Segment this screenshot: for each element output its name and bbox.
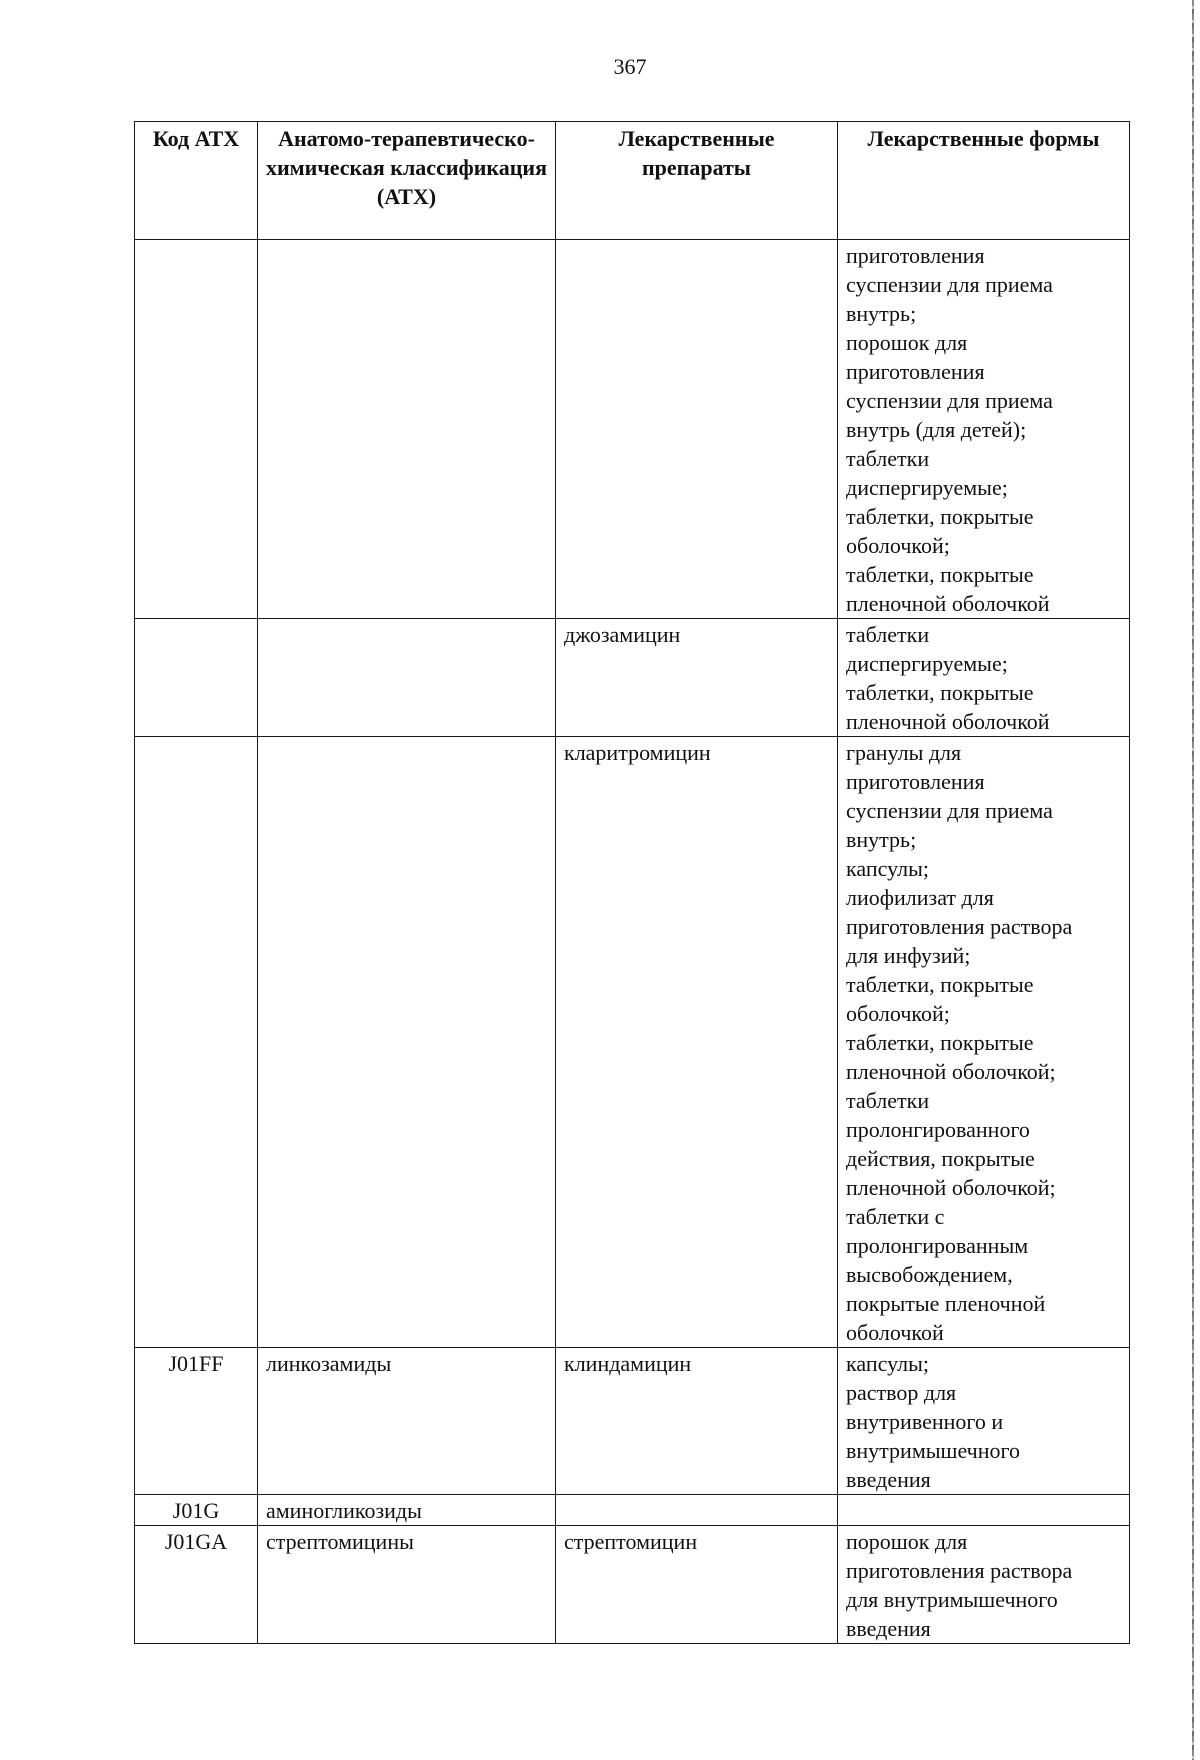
dosage-form-line: оболочкой [846, 1320, 944, 1345]
dosage-form-line: пленочной оболочкой [846, 591, 1050, 616]
dosage-form-line: оболочкой; [846, 533, 950, 558]
dosage-form-line: раствор для [846, 1380, 957, 1405]
dosage-form-line: приготовления [846, 359, 985, 384]
dosage-form-line: таблетки, покрытые [846, 972, 1034, 997]
dosage-form-line: для внутримышечного [846, 1587, 1058, 1612]
cell-code [135, 240, 258, 619]
dosage-form-line: приготовления раствора [846, 914, 1073, 939]
header-forms: Лекарственные формы [838, 122, 1130, 240]
dosage-form-line: таблетки [846, 622, 930, 647]
table-row [135, 1495, 1130, 1526]
dosage-form-line: таблетки, покрытые [846, 504, 1034, 529]
cell-classification: стрептомицины [258, 1526, 556, 1644]
dosage-form-line: таблетки, покрытые [846, 562, 1034, 587]
cell-code: J01GA [135, 1526, 258, 1644]
cell-classification: аминогликозиды [258, 1495, 556, 1526]
atx-table [134, 121, 1130, 1644]
dosage-form-line: суспензии для приема [846, 272, 1053, 297]
table-row [135, 240, 1130, 619]
dosage-form-line: суспензии для приема [846, 388, 1053, 413]
dosage-form-line: пленочной оболочкой; [846, 1059, 1056, 1084]
table-row [135, 737, 1130, 1348]
dosage-form-line: таблетки [846, 1088, 930, 1113]
scan-edge [1192, 0, 1194, 1760]
dosage-form-line: введения [846, 1467, 931, 1492]
dosage-form-line: действия, покрытые [846, 1146, 1035, 1171]
table-row [135, 619, 1130, 737]
dosage-form-line: таблетки, покрытые [846, 680, 1034, 705]
cell-drug: джозамицин [556, 619, 838, 737]
cell-code [135, 737, 258, 1348]
dosage-form-line: пленочной оболочкой; [846, 1175, 1056, 1200]
cell-classification [258, 619, 556, 737]
dosage-form-line: суспензии для приема [846, 798, 1053, 823]
dosage-form-line: приготовления [846, 769, 985, 794]
dosage-form-line: высвобождением, [846, 1262, 1013, 1287]
dosage-form-line: приготовления [846, 243, 985, 268]
cell-forms [838, 1526, 1130, 1644]
dosage-form-line: порошок для [846, 1529, 968, 1554]
dosage-form-line: для инфузий; [846, 943, 971, 968]
dosage-form-line: диспергируемые; [846, 475, 1008, 500]
dosage-form-line: внутривенного и [846, 1409, 1004, 1434]
dosage-form-line: внутрь; [846, 301, 917, 326]
dosage-form-line: лиофилизат для [846, 885, 994, 910]
dosage-form-line: внутрь (для детей); [846, 417, 1027, 442]
cell-drug: клиндамицин [556, 1348, 838, 1495]
dosage-form-line: пролонгированным [846, 1233, 1029, 1258]
table-row [135, 1348, 1130, 1495]
table-row [135, 1526, 1130, 1644]
dosage-form-line: капсулы; [846, 1351, 929, 1376]
cell-forms [838, 737, 1130, 1348]
dosage-form-line: внутримышечного [846, 1438, 1020, 1463]
cell-forms [838, 619, 1130, 737]
cell-classification: линкозамиды [258, 1348, 556, 1495]
dosage-form-line: введения [846, 1616, 931, 1641]
dosage-form-line: гранулы для [846, 740, 962, 765]
dosage-form-line: таблетки [846, 446, 930, 471]
cell-code: J01FF [135, 1348, 258, 1495]
dosage-form-line: порошок для [846, 330, 968, 355]
dosage-form-line: пролонгированного [846, 1117, 1030, 1142]
dosage-form-line: приготовления раствора [846, 1558, 1073, 1583]
header-classification: Анатомо-терапевтическо-химическая классификация (АТХ) [258, 122, 556, 240]
cell-code [135, 619, 258, 737]
cell-drug [556, 1495, 838, 1526]
dosage-form-line: пленочной оболочкой [846, 709, 1050, 734]
cell-forms [838, 1495, 1130, 1526]
dosage-form-line: оболочкой; [846, 1001, 950, 1026]
cell-drug: кларитромицин [556, 737, 838, 1348]
dosage-form-line: внутрь; [846, 827, 917, 852]
cell-drug: стрептомицин [556, 1526, 838, 1644]
header-drugs: Лекарственные препараты [556, 122, 838, 240]
dosage-form-line: таблетки, покрытые [846, 1030, 1034, 1055]
header-code: Код АТХ [135, 122, 258, 240]
table-body [135, 240, 1130, 1644]
dosage-form-line: таблетки с [846, 1204, 945, 1229]
table-header-row [135, 122, 1130, 240]
page-number: 367 [613, 54, 647, 79]
cell-classification [258, 240, 556, 619]
cell-classification [258, 737, 556, 1348]
cell-drug [556, 240, 838, 619]
dosage-form-line: диспергируемые; [846, 651, 1008, 676]
cell-forms [838, 1348, 1130, 1495]
cell-code: J01G [135, 1495, 258, 1526]
dosage-form-line: покрытые пленочной [846, 1291, 1046, 1316]
dosage-form-line: капсулы; [846, 856, 929, 881]
cell-forms [838, 240, 1130, 619]
